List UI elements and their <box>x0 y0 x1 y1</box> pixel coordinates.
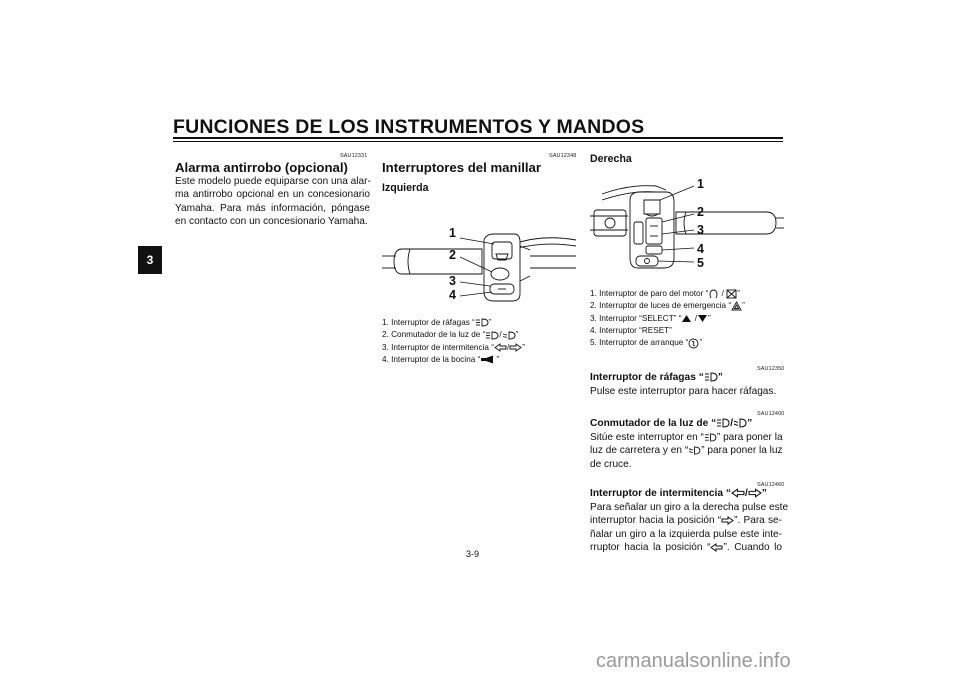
legend-item: 2. Conmutador de la luz de “ / ” <box>382 330 519 340</box>
section-title-rafagas: Interruptor de ráfagas “ ” <box>590 372 723 383</box>
legend-item: 5. Interruptor de arranque “ ” <box>590 338 703 348</box>
text-line: Yamaha. Para más información, póngase <box>175 202 370 214</box>
text-line: interruptor hacia la posición “ ”. Para se- <box>590 515 782 527</box>
text-line: Para señalar un giro a la derecha pulse este <box>590 502 789 513</box>
select-up-icon <box>681 314 692 323</box>
text-line: Pulse este interruptor para hacer ráfagas. <box>590 386 777 397</box>
paragraph-intermitencia <box>590 501 789 555</box>
callout-4: 4 <box>449 288 456 302</box>
hazard-icon <box>731 301 742 311</box>
watermark: carmanualsonline.info <box>596 650 791 672</box>
text-line: rruptor hacia la posición “ ”. Cuando lo <box>590 542 782 554</box>
text-line: de cruce. <box>590 458 632 470</box>
legend-item: 3. Interruptor “SELECT” “ / ” <box>590 313 711 323</box>
high-beam-icon <box>485 331 499 340</box>
right-handlebar-illustration <box>590 178 786 278</box>
callout-5: 5 <box>697 256 704 270</box>
legend-item: 1. Interruptor de ráfagas “ ” <box>382 318 492 327</box>
paragraph-conmutador <box>590 431 782 471</box>
turn-right-icon <box>748 488 762 498</box>
select-down-icon <box>697 314 708 323</box>
legend-item: 3. Interruptor de intermitencia “ / ” <box>382 342 525 352</box>
paragraph-alarma <box>175 175 370 229</box>
section-code: SAU12331 <box>340 153 368 159</box>
subtitle-izquierda: Izquierda <box>382 182 429 194</box>
text-line: ñalar un giro a la izquierda pulse este inte- <box>590 528 782 540</box>
low-beam-icon <box>502 331 516 340</box>
callout-1: 1 <box>697 177 704 191</box>
legend-derecha <box>590 288 745 349</box>
callout-2: 2 <box>697 205 704 219</box>
turn-left-icon <box>731 488 745 498</box>
high-beam-icon <box>716 418 730 428</box>
section-code: SAU12400 <box>757 411 785 417</box>
callout-2: 2 <box>449 248 456 262</box>
engine-stop-icon <box>726 289 737 299</box>
callout-4: 4 <box>697 242 704 256</box>
text-line: Sitúe este interruptor en “ ” para poner la <box>590 432 783 443</box>
engine-run-icon <box>708 289 719 299</box>
header-rule <box>173 137 783 139</box>
chapter-tab: 3 <box>138 246 162 274</box>
paragraph-rafagas <box>590 385 782 398</box>
start-icon <box>688 338 699 349</box>
callout-3: 3 <box>697 223 704 237</box>
text-line: ma antirrobo opcional en un concesionario <box>175 189 370 201</box>
header-rule-thin <box>173 141 783 142</box>
page-header-title: FUNCIONES DE LOS INSTRUMENTOS Y MANDOS <box>173 116 645 138</box>
text-line: luz de carretera y en “ ” para poner la luz <box>590 445 783 457</box>
horn-icon <box>480 355 496 364</box>
passing-light-icon <box>704 372 718 382</box>
section-code: SAU12350 <box>757 366 785 372</box>
turn-right-icon <box>509 343 522 352</box>
callout-1: 1 <box>449 226 456 240</box>
text-line: Este modelo puede equiparse con una alar- <box>175 176 371 187</box>
low-beam-icon <box>733 418 747 428</box>
legend-izquierda <box>382 317 525 366</box>
callout-3: 3 <box>449 274 456 288</box>
section-title-intermitencia: Interruptor de intermitencia “ / ” <box>590 488 767 499</box>
left-handlebar-illustration <box>382 226 578 308</box>
section-title-interruptores: Interruptores del manillar <box>382 160 542 175</box>
low-beam-icon <box>688 446 701 455</box>
legend-item: 4. Interruptor “RESET” <box>590 325 672 335</box>
legend-item: 2. Interruptor de luces de emergencia “ ” <box>590 301 745 311</box>
high-beam-icon <box>704 433 717 442</box>
section-title-alarma: Alarma antirrobo (opcional) <box>175 160 348 175</box>
passing-light-icon <box>475 318 489 327</box>
turn-right-icon <box>721 516 734 525</box>
legend-item: 1. Interruptor de paro del motor “ / ” <box>590 289 740 298</box>
legend-item: 4. Interruptor de la bocina “ ” <box>382 354 500 364</box>
page-number: 3-9 <box>466 549 480 559</box>
section-code: SAU12348 <box>549 153 577 159</box>
section-code: SAU12460 <box>757 482 785 488</box>
turn-left-icon <box>710 543 723 552</box>
section-title-conmutador: Conmutador de la luz de “ / ” <box>590 418 753 429</box>
turn-left-icon <box>494 343 507 352</box>
text-line: en contacto con un concesionario Yamaha. <box>175 216 368 228</box>
subtitle-derecha: Derecha <box>590 153 632 165</box>
